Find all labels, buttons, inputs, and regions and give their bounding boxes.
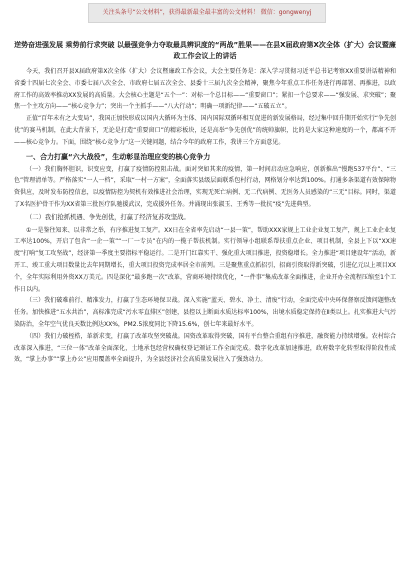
paragraph-economy: ①一是鉴往知来、以非常之举，有序推进复工复产。XX日在全省率先启动“一县一策”，帮助XXX家规上工业企业复工复产，规上工业企业复工率达100%，开启了包含“一企一策”“一厂一专员”在内的一揽子帮扶机制。实行领导小组联系帮扶重点企业、项目机制，全县上下以“XX速度”打响“复工攻坚战”，经济第一季度主要指标平稳运行。二是开门红靠实干、强化重大项目推进，投资稳增长。全力推进“项目建设年”活动，新开工、竣工重大项目数量比去年同期增长，重大项目投资完成率居全市前列。三是聚焦重点抓招引，招商引资取得新突破，引进亿元以上项目XX个，全年实际利用外资XX万美元。四是深化“最多跑一次”改革，营商环境持续优化，“一件事”集成改革全面推进，企业开办全流程压缩至1个工作日以内。 — [14, 226, 396, 293]
paragraph-context: 正值“百年未有之大变局”，我国正加快形成以国内大循环为主体、国内国际双循环相互促进的新发展格局，经过集中回升期开始实行“争先创优”的赛马机制，在此大背景下，无论是打造“重要窗口”的精彩板块，还是高举“争先创优”的统帅旗帜，比的是大家这种速度的一个，都离不开——核心竞争力。下面，围绕“核心竞争力”这一关键问题，结合今年的政府工作，我讲三个方面意见。 — [14, 115, 396, 146]
promo-banner: 关注头条号“公文材料”，获得最新最全最丰富的公文材料！ 微信：gongwenyj — [88, 3, 326, 23]
paragraph-intro: 今天，我们召开县X届政府第X次全体（扩大）会议暨廉政工作会议，大会主要任务是：深入学习贯彻习近平总书记考察XX重要讲话精神和省委十四届七次全会、市委七届八次全会、市政府七届五次全会、县委十三届九次全会精神，聚焦今年重点工作任务进行再部署、再推进，以政府工作的高效率推动XX发展的高质量。大会核心主题是“五个一”：对标一个总目标——“重要窗口”；紧扣一个总要求——“强发展、求突破”；聚焦一个主攻方向——“核心竞争力”；突出一个主抓手——“八大行动”；明确一项新纪律——“五破五立”。 — [14, 68, 396, 111]
subheading-economy: （二）我们抢抓机遇、争先创优，打赢了经济复苏攻坚战。 — [26, 213, 190, 221]
document-body — [14, 66, 396, 366]
section-heading-1: 一、合力打赢“六大战役”，生动彰显治理应变的核心竞争力 — [26, 152, 211, 161]
paragraph-reform: （四）我们力破桎梏，革新求变，打赢了改革攻坚突破战。国资改革取得突破，国有平台整合重组有序推进，融资能力持续增强。农村综合改革深入推进，“三位一体”改革全面深化，土地承包经营权确权登记颁证工作全面完成。数字化改革加速推进，政府数字化转型取得阶段性成效，“掌上办事”“掌上办公”应用覆盖率全面提升，为全县经济社会高质量发展注入了强劲动力。 — [14, 332, 396, 364]
paragraph-epidemic: （一）我们胸怀胆识，识变应变，打赢了疫情防控阻击战。面对突如其来的疫情，第一时间启动应急响应，创新推出“慢跑537平台”、“三色”管理清单等。严格落实“一人一档”，采取“一村一方案”，全面落实县级层面联系包村行动，网格划分率达到100%。打通多条渠道有效保障物资供应，及时发布防控信息，以疫情防控为契机有效推进社会治理，实现无死亡病例、无二代病例、无医务人员感染的“三无”目标。同时，渠道了X名医护骨干作为XX省第三批医疗队驰援武汉，完成援外任务。并涌现出张淑玉、王秀等一批抗“疫”先进典型。 — [14, 165, 396, 208]
paragraph-ecology: （三）我们破难前行、精准发力，打赢了生态环境保卫战。深入实施“蓝天、碧水、净土、清废”行动，全面完成中央环保督察反馈问题整改任务。加快推进“五水共治”，高标准完成“污水零直排区”创建，县控以上断面水质达标率100%，出境水质稳定保持在Ⅱ类以上。扎实推进大气污染防治，全年空气优良天数比例达XX%，PM2.5浓度同比下降15.6%，创七年来最好水平。 — [14, 297, 396, 328]
document-title: 逆势奋进强发展 乘势前行求突破 以最强竞争力夺取最具辨识度的“两战”胜果——在县X届政府第X次全体（扩大）会议暨廉政工作会议上的讲话 — [14, 41, 396, 60]
